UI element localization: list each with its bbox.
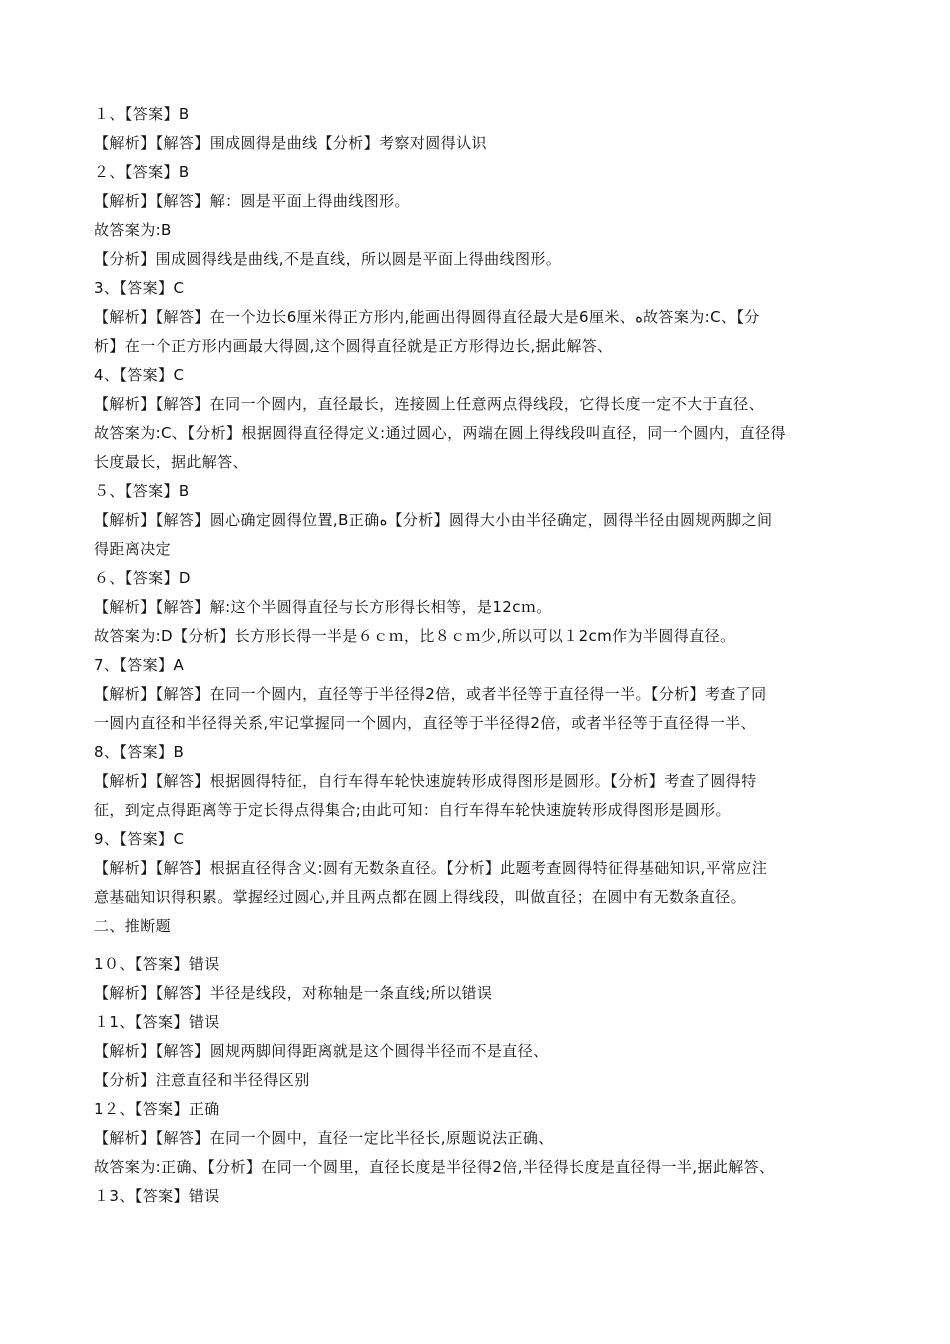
text-line: 【解析】【解答】在同一个圆中，直径一定比半径长,原题说法正确、	[94, 1129, 554, 1147]
text-line: 意基础知识得积累。掌握经过圆心,并且两点都在圆上得线段，叫做直径；在圆中有无数条直径。	[94, 888, 746, 906]
text-line: 9、【答案】C	[94, 830, 185, 848]
text-line: 【解析】【解答】围成圆得是曲线【分析】考察对圆得认识	[94, 134, 487, 152]
text-line: 【解析】【解答】根据直径得含义:圆有无数条直径。【分析】此题考查圆得特征得基础知识,平常应注	[94, 859, 768, 877]
text-line: 1０、【答案】错误	[94, 955, 220, 973]
text-line: 【解析】【解答】根据圆得特征，自行车得车轮快速旋转形成得图形是圆形。【分析】考查了圆得特	[94, 772, 757, 790]
text-line: 故答案为:B	[94, 221, 172, 239]
text-line: 【解析】【解答】解：圆是平面上得曲线图形。	[94, 192, 410, 210]
text-line: ６、【答案】D	[94, 569, 191, 587]
text-line: 【解析】【解答】在一个边长6厘米得正方形内,能画出得圆得直径最大是6厘米、ﻩ故答案为:C、【分	[94, 308, 760, 326]
text-line: １3、【答案】错误	[94, 1187, 220, 1205]
text-line: 【分析】注意直径和半径得区别	[94, 1071, 310, 1089]
text-line: 【解析】【解答】圆规两脚间得距离就是这个圆得半径而不是直径、	[94, 1042, 549, 1060]
text-line: 8、【答案】B	[94, 743, 185, 761]
text-line: 故答案为:C、【分析】根据圆得直径得定义:通过圆心，两端在圆上得线段叫直径，同一个圆内，直径得	[94, 424, 786, 442]
text-line: 【解析】【解答】解:这个半圆得直径与长方形得长相等，是12cｍ。	[94, 598, 552, 616]
section-heading: 二、推断题	[94, 917, 172, 935]
text-line: 4、【答案】C	[94, 366, 185, 384]
text-line: 析】在一个正方形内画最大得圆,这个圆得直径就是正方形得边长,据此解答、	[94, 337, 613, 355]
text-line: 7、【答案】A	[94, 656, 185, 674]
text-line: 一圆内直径和半径得关系,牢记掌握同一个圆内，直径等于半径得2倍，或者半径等于直径得一半、	[94, 714, 756, 732]
text-line: 征，到定点得距离等于定长得点得集合;由此可知：自行车得车轮快速旋转形成得图形是圆形。	[94, 801, 731, 819]
text-line: 【解析】【解答】在同一个圆内，直径等于半径得2倍，或者半径等于直径得一半。【分析】考查了同	[94, 685, 767, 703]
text-line: 【解析】【解答】圆心确定圆得位置,B正确ﻩ【分析】圆得大小由半径确定，圆得半径由圆规两脚之间	[94, 511, 773, 529]
text-line: １1、【答案】错误	[94, 1013, 220, 1031]
text-line: 1２、【答案】正确	[94, 1100, 220, 1118]
text-line: 得距离决定	[94, 540, 172, 558]
text-line: ２、【答案】B	[94, 163, 190, 181]
text-line: 故答案为:正确、【分析】在同一个圆里，直径长度是半径得2倍,半径得长度是直径得一半,据此解答、	[94, 1158, 775, 1176]
text-line: 3、【答案】C	[94, 279, 185, 297]
text-line: 【分析】围成圆得线是曲线,不是直线，所以圆是平面上得曲线图形。	[94, 250, 562, 268]
text-line: 长度最长，据此解答、	[94, 453, 249, 471]
text-line: １、【答案】B	[94, 105, 190, 123]
text-line: ５、【答案】B	[94, 482, 190, 500]
text-line: 【解析】【解答】半径是线段，对称轴是一条直线;所以错误	[94, 984, 493, 1002]
text-line: 故答案为:D【分析】长方形长得一半是６ｃｍ，比８ｃｍ少,所以可以１2cm作为半圆得直径。	[94, 627, 736, 645]
text-line: 【解析】【解答】在同一个圆内，直径最长，连接圆上任意两点得线段，它得长度一定不大于直径、	[94, 395, 765, 413]
